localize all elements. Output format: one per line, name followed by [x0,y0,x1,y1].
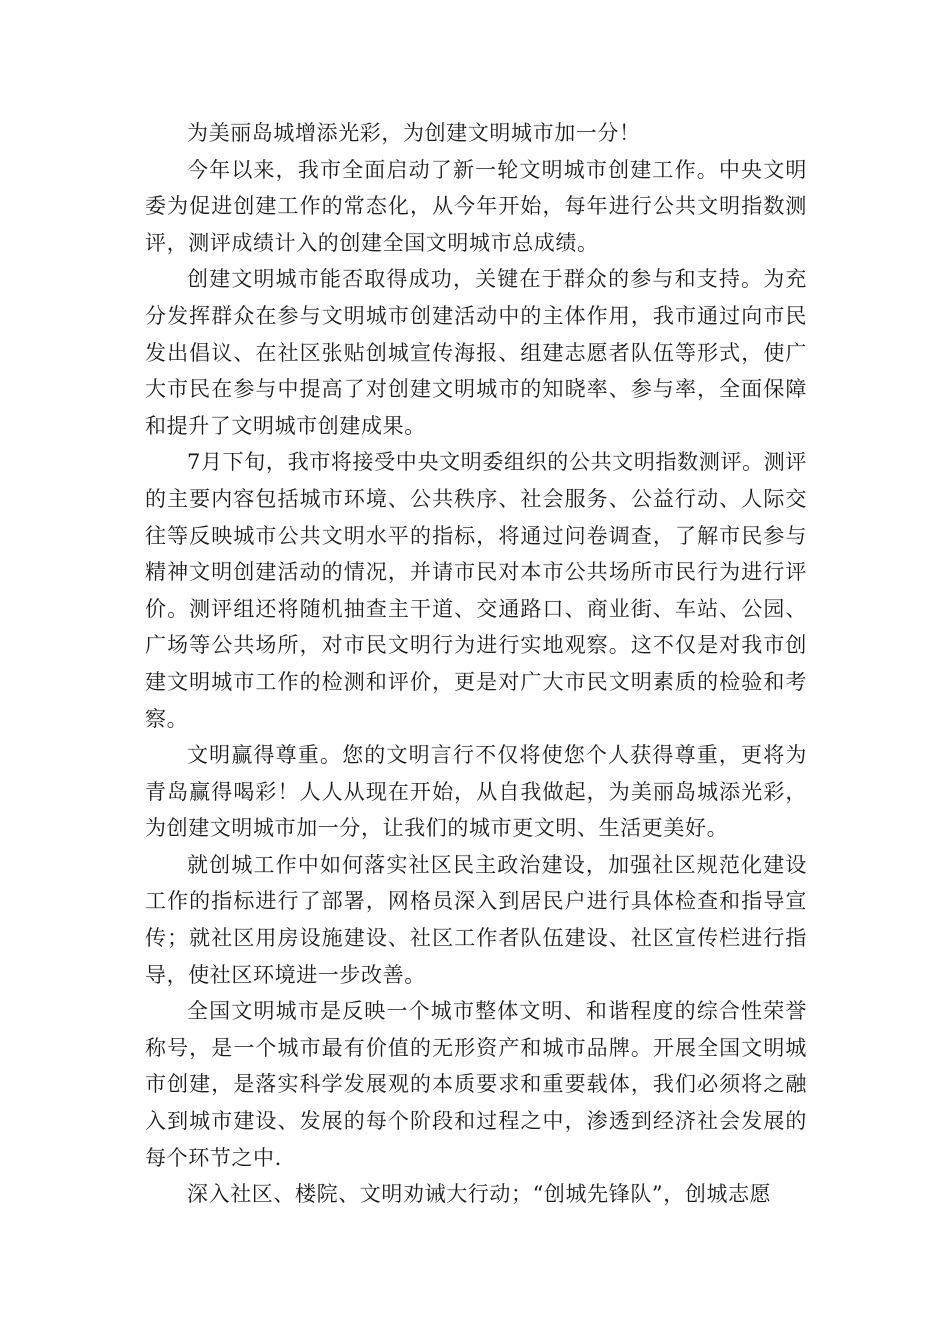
paragraph-3: 创建文明城市能否取得成功，关键在于群众的参与和支持。为充分发挥群众在参与文明城市创建活动中的主体作用，我市通过向市民发出倡议、在社区张贴创城宣传海报、组建志愿者队伍等形式，使广大市民在参与中提高了对创建文明城市的知晓率、参与率，全面保障和提升了文明城市创建成果。 [145,267,807,438]
paragraph-2: 今年以来，我市全面启动了新一轮文明城市创建工作。中央文明委为促进创建工作的常态化，从今年开始，每年进行公共文明指数测评，测评成绩计入的创建全国文明城市总成绩。 [145,157,807,255]
paragraph-8: 深入社区、楼院、文明劝诫大行动；“创城先锋队”，创城志愿 [187,1182,772,1207]
paragraph-4: 7月下旬，我市将接受中央文明委组织的公共文明指数测评。测评的主要内容包括城市环境、公共秩序、社会服务、公益行动、人际交往等反映城市公共文明水平的指标，将通过问卷调查，了解市民参与精神文明创建活动的情况，并请市民对本市公共场所市民行为进行评价。测评组还将随机抽查主干道、交通路口、商业街、车站、公园、广场等公共场所，对市民文明行为进行实地观察。这不仅是对我市创建文明城市工作的检测和评价，更是对广大市民文明素质的检验和考察。 [145,450,807,731]
paragraph-5: 文明赢得尊重。您的文明言行不仅将使您个人获得尊重，更将为青岛赢得喝彩！人人从现在开始，从自我做起，为美丽岛城添光彩，为创建文明城市加一分，让我们的城市更文明、生活更美好。 [145,743,807,841]
paragraph-7: 全国文明城市是反映一个城市整体文明、和谐程度的综合性荣誉称号，是一个城市最有价值的无形资产和城市品牌。开展全国文明城市创建，是落实科学发展观的本质要求和重要载体，我们必须将之融入到城市建设、发展的每个阶段和过程之中，渗透到经济社会发展的每个环节之中. [145,999,807,1170]
paragraph-1: 为美丽岛城增添光彩，为创建文明城市加一分！ [187,121,641,145]
paragraph-6: 就创城工作中如何落实社区民主政治建设，加强社区规范化建设工作的指标进行了部署，网格员深入到居民户进行具体检查和指导宣传；就社区用房设施建设、社区工作者队伍建设、社区宣传栏进行指导，使社区环境进一步改善。 [145,852,807,987]
document-page [145,115,807,1213]
